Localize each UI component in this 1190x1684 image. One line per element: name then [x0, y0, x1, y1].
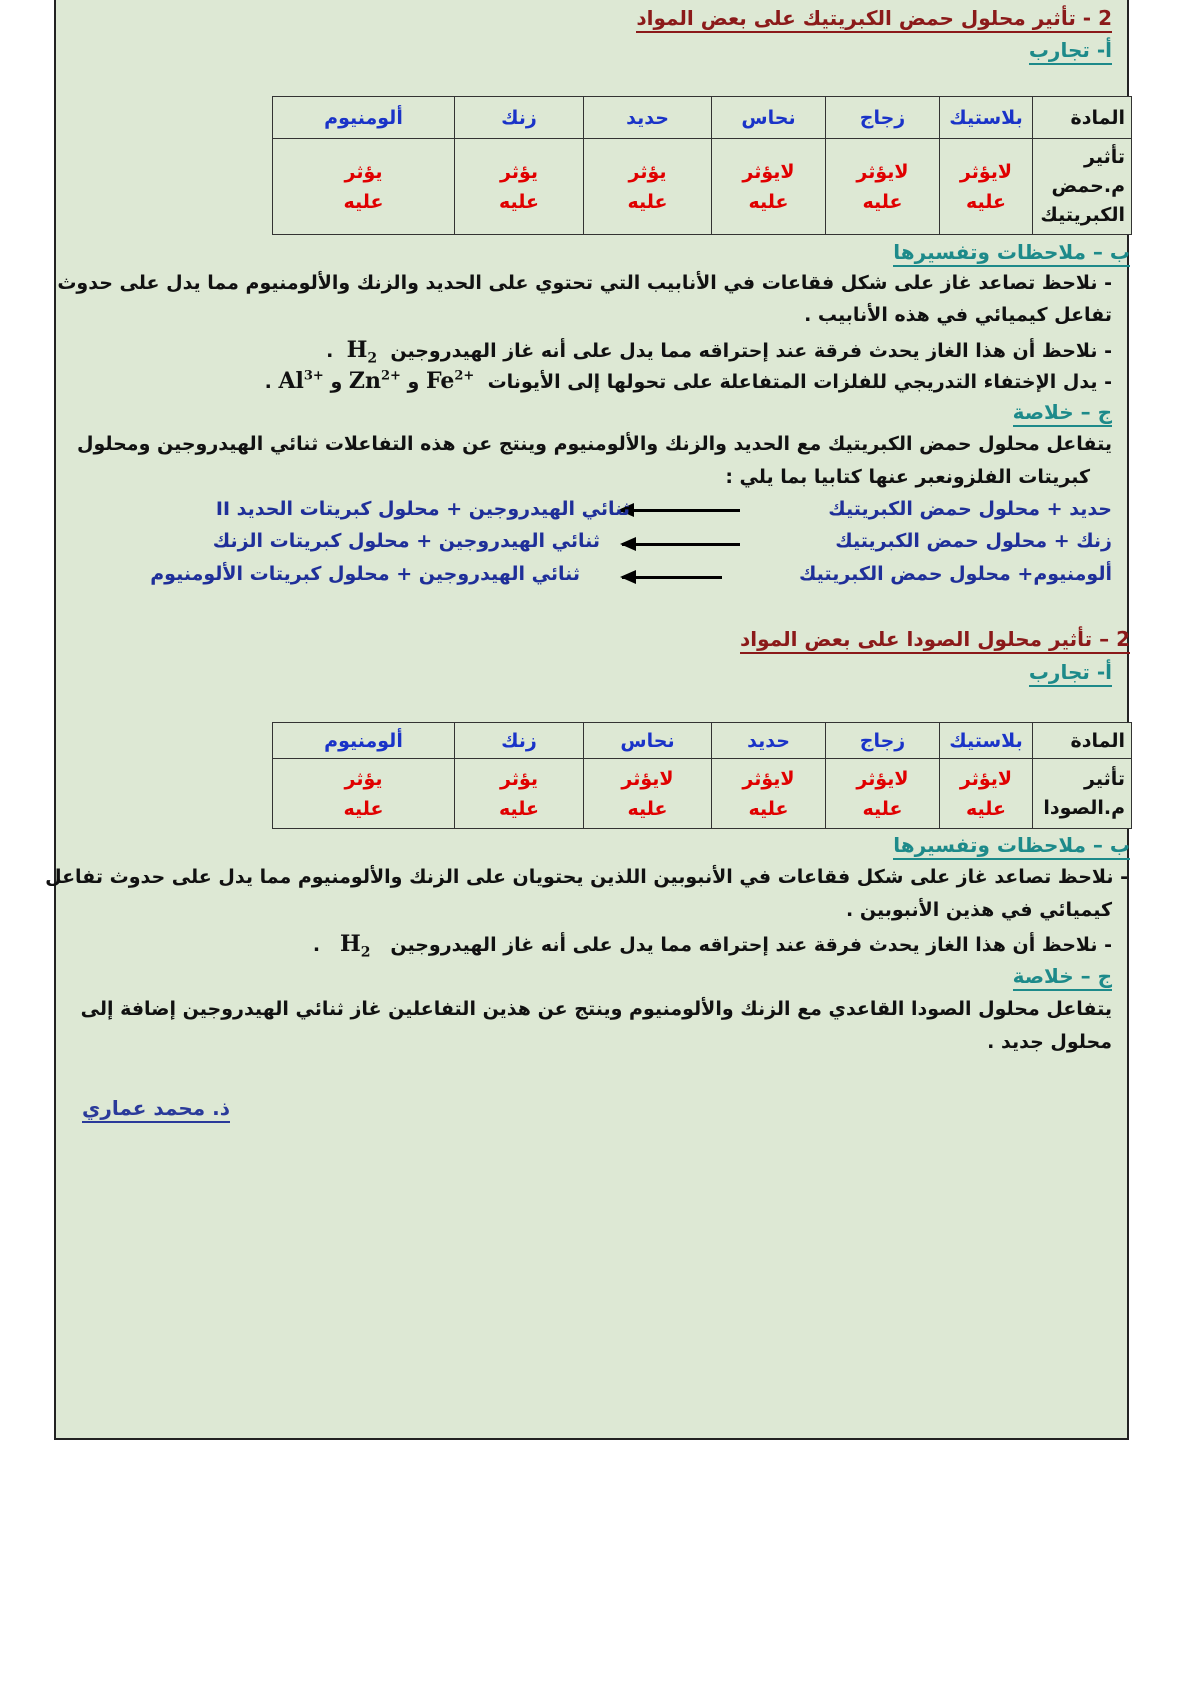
section1-obs2: - نلاحظ أن هذا الغاز يحدث فرقة عند إحتراقه مما يدل على أنه غاز الهيدروجين $H_2$ . — [326, 337, 1112, 367]
cell-copper: لايؤثر عليه — [712, 139, 826, 235]
soda-table — [272, 722, 1132, 829]
cell-glass: لايؤثر عليه — [826, 139, 940, 235]
cell-iron: يؤثر عليه — [584, 139, 712, 235]
section1-conclusion-line1: يتفاعل محلول حمض الكبريتيك مع الحديد والزنك والألومنيوم وينتج عن هذه التفاعلات ثنائي الهيدروجين ومحلول — [76, 433, 1112, 455]
cell-plastic: لايؤثر عليه — [940, 759, 1033, 829]
header-glass: زجاج — [826, 723, 940, 759]
sulfuric-acid-table — [272, 96, 1132, 235]
reaction1-arrow — [620, 509, 740, 512]
reaction2-reactants: زنك + محلول حمض الكبريتيك — [835, 530, 1112, 552]
section2-observations-heading: ب – ملاحظات وتفسيرها — [893, 833, 1130, 860]
reaction1-products: ثنائي الهيدروجين + محلول كبريتات الحديد II — [215, 498, 630, 520]
section2-title: 2 – تأثير محلول الصودا على بعض المواد — [740, 627, 1130, 654]
cell-copper: لايؤثر عليه — [584, 759, 712, 829]
header-copper: نحاس — [584, 723, 712, 759]
header-aluminium: ألومنيوم — [273, 97, 455, 139]
reaction2-arrow — [622, 543, 740, 546]
reaction3-reactants: ألومنيوم+ محلول حمض الكبريتيك — [798, 563, 1112, 585]
section2-obs1-line2: كيميائي في هذين الأنبوبين . — [846, 899, 1112, 921]
header-aluminium: ألومنيوم — [273, 723, 455, 759]
section1-conclusion-line2: كبريتات الفلزونعبر عنها كتابيا بما يلي : — [725, 466, 1090, 488]
reaction3-products: ثنائي الهيدروجين + محلول كبريتات الألومنيوم — [150, 563, 580, 585]
section1-observations-heading: ب – ملاحظات وتفسيرها — [893, 240, 1130, 267]
section2-obs2: - نلاحظ أن هذا الغاز يحدث فرقة عند إحتراقه مما يدل على أنه غاز الهيدروجين $H_2$ . — [312, 931, 1112, 961]
section1-conclusion-heading: ج – خلاصة — [1013, 400, 1112, 427]
reaction1-reactants: حديد + محلول حمض الكبريتيك — [828, 498, 1112, 520]
section1-obs3: - يدل الإختفاء التدريجي للفلزات المتفاعلة على تحولها إلى الأيونات $Fe^{2+}$ و $Zn^{2+}$ و $Al^{3+}$ . — [264, 368, 1112, 394]
section2-conclusion-line1: يتفاعل محلول الصودا القاعدي مع الزنك والألومنيوم وينتج عن هذين التفاعلين غاز ثنائي الهيدروجين إضافة إلى — [80, 998, 1112, 1020]
header-material: المادة — [1033, 723, 1132, 759]
author-signature: ذ. محمد عماري — [82, 1096, 230, 1123]
section1-obs1-line1: - نلاحظ تصاعد غاز على شكل فقاعات في الأنابيب التي تحتوي على الحديد والزنك والألومنيوم مما يدل على حدوث — [57, 272, 1112, 294]
section2-conclusion-heading: ج – خلاصة — [1013, 964, 1112, 991]
cell-aluminium: يؤثر عليه — [273, 139, 455, 235]
header-plastic: بلاستيك — [940, 723, 1033, 759]
cell-aluminium: يؤثر عليه — [273, 759, 455, 829]
section2-conclusion-line2: محلول جديد . — [987, 1031, 1112, 1053]
section2-obs1-line1: - نلاحظ تصاعد غاز على شكل فقاعات في الأنبوبين اللذين يحتويان على الزنك والألومنيوم مما يدل على حدوث تفاعل — [45, 866, 1128, 888]
header-copper: نحاس — [712, 97, 826, 139]
header-glass: زجاج — [826, 97, 940, 139]
row-label-effect: تأثير م.الصودا — [1033, 759, 1132, 829]
header-iron: حديد — [712, 723, 826, 759]
header-iron: حديد — [584, 97, 712, 139]
header-zinc: زنك — [455, 723, 584, 759]
header-material: المادة — [1033, 97, 1132, 139]
section2-experiments-heading: أ- تجارب — [1029, 660, 1112, 687]
row-label-effect: تأثير م.حمض الكبريتيك — [1033, 139, 1132, 235]
reaction3-arrow — [622, 576, 722, 579]
section1-obs1-line2: تفاعل كيميائي في هذه الأنابيب . — [804, 304, 1112, 326]
cell-zinc: يؤثر عليه — [455, 759, 584, 829]
reaction2-products: ثنائي الهيدروجين + محلول كبريتات الزنك — [212, 530, 600, 552]
cell-zinc: يؤثر عليه — [455, 139, 584, 235]
cell-glass: لايؤثر عليه — [826, 759, 940, 829]
cell-iron: لايؤثر عليه — [712, 759, 826, 829]
cell-plastic: لايؤثر عليه — [940, 139, 1033, 235]
header-zinc: زنك — [455, 97, 584, 139]
header-plastic: بلاستيك — [940, 97, 1033, 139]
section1-experiments-heading: أ- تجارب — [1029, 38, 1112, 65]
section1-title: 2 - تأثير محلول حمض الكبريتيك على بعض المواد — [636, 6, 1112, 33]
